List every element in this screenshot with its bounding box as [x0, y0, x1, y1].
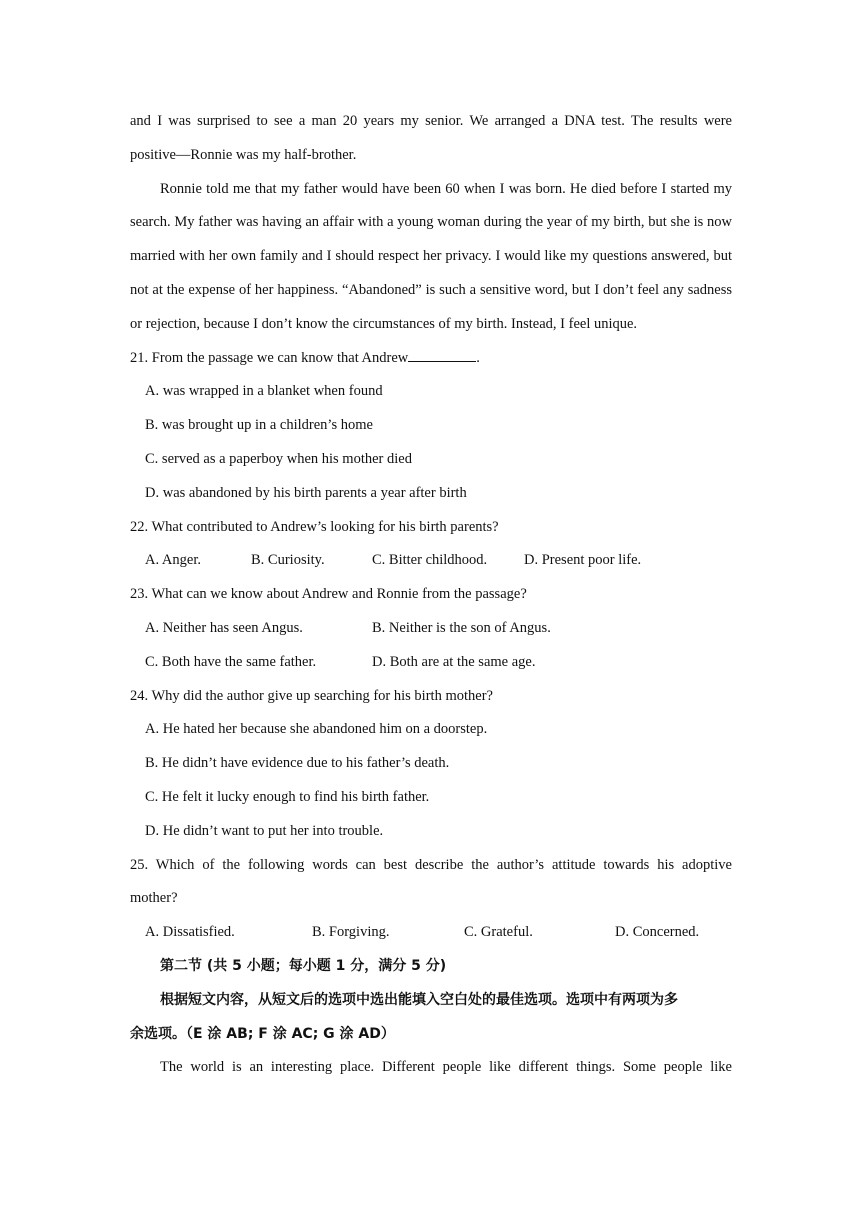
answer-blank: [408, 347, 476, 362]
option-a: A. Neither has seen Angus.: [145, 619, 303, 636]
options-row: [145, 646, 732, 680]
option-b: B. Neither is the son of Angus.: [372, 619, 551, 636]
question-21: [130, 342, 732, 511]
options-row: [145, 544, 732, 578]
section-instruction: 根据短文内容，从短文后的选项中选出能填入空白处的最佳选项。选项中有两项为多: [160, 991, 678, 1008]
option-d: D. Concerned.: [615, 924, 700, 941]
option-b: B. was brought up in a children’s home: [145, 417, 373, 434]
option-d: D. He didn’t want to put her into trouble.: [145, 822, 384, 839]
option-c: C. Grateful.: [464, 924, 533, 941]
question-stem: 23. What can we know about Andrew and Ronnie from the passage?: [130, 586, 527, 603]
option-a: A. was wrapped in a blanket when found: [145, 383, 383, 400]
passage-line: positive—Ronnie was my half-brother.: [130, 146, 357, 163]
option-a: A. Dissatisfied.: [145, 924, 235, 941]
question-stem: 25. Which of the following words can best describe the author’s attitude towards his adoptive: [130, 856, 732, 873]
question-25: [130, 849, 732, 950]
option-c: C. Bitter childhood.: [372, 552, 488, 569]
section-instruction-cont: 余选项。（E 涂 AB; F 涂 AC; G 涂 AD）: [130, 1025, 395, 1042]
option-a: A. He hated her because she abandoned him on a doorstep.: [145, 721, 488, 738]
question-23: [130, 578, 732, 679]
passage-paragraph: Ronnie told me that my father would have been 60 when I was born. He died before I started my search. My father was having an affair with a young woman during the year of my birth, but she is now married with her own family and I should respect her privacy. I would like my questions answered, but not at the expense of her happiness. “Abandoned” is such a sensitive word, but I don’t feel any sadness or rejection, because I don’t know the circumstances of my birth. Instead, I feel unique.: [130, 180, 732, 332]
option-b: B. Curiosity.: [251, 552, 325, 569]
option-a: A. Anger.: [145, 552, 201, 569]
option-c: C. He felt it lucky enough to find his birth father.: [145, 788, 430, 805]
question-stem: 21. From the passage we can know that Andrew .: [130, 342, 732, 376]
options-row: [145, 612, 732, 646]
option-d: D. Both are at the same age.: [372, 653, 536, 670]
option-c: C. served as a paperboy when his mother died: [145, 450, 412, 467]
option-b: B. Forgiving.: [312, 924, 390, 941]
passage-line: and I was surprised to see a man 20 years my senior. We arranged a DNA test. The results were: [130, 113, 732, 129]
option-c: C. Both have the same father.: [145, 653, 317, 670]
passage-line: The world is an interesting place. Different people like different things. Some people like: [160, 1059, 732, 1076]
options-row: [145, 916, 732, 950]
option-d: D. was abandoned by his birth parents a year after birth: [145, 484, 467, 501]
section-heading: 第二节 (共 5 小题；每小题 1 分，满分 5 分): [160, 957, 447, 974]
document-content: [130, 105, 732, 1085]
question-stem: 22. What contributed to Andrew’s looking for his birth parents?: [130, 518, 499, 535]
question-stem-cont: mother?: [130, 890, 178, 907]
option-b: B. He didn’t have evidence due to his father’s death.: [145, 755, 450, 772]
option-d: D. Present poor life.: [524, 552, 642, 569]
question-22: [130, 511, 732, 579]
question-24: [130, 680, 732, 849]
question-stem: 24. Why did the author give up searching for his birth mother?: [130, 687, 493, 704]
